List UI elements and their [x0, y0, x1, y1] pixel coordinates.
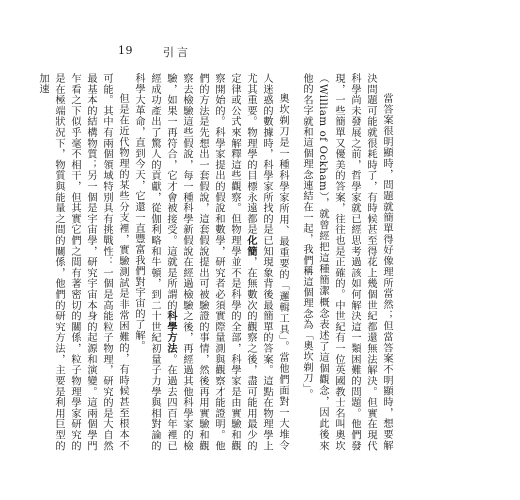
- paragraph-3: 但是在近代物理的某些分支裡，實驗測試是非常困難的，有時候甚至根本不可能。其中有兩個領域特別具有挑戰性：一個是高能粒子物理，研究的是大自然最基本的結構物質；另一個是宇宙學，研究宇宙本身的起源和演變。這兩個學門乍看之下似乎毫不相干，但其實它們之間有著密切的關係，粒子物理學家研究的是在極端狀況下，物質與能量之間的關係，他們的研究方法，主要是利用巨型的加速: [37, 73, 128, 451]
- paragraph-1: 當答案很明顯時，問題就簡單得好像理所當然；但當答案不明顯時，想要解決問題可能就很耗時了，有時候甚至得花上幾個世紀都還無法解決。但實在現代科學尚未發展之前，哲學家就已經思考過該如何解決這一類困難的問題。他們發現，一些簡單又優美的答案，往往也是正確的。中世紀有一位英國教士名叫奧坎（William of Ockham），就曾經把這種簡潔概念表述了這個觀念，因此後來他的名字就和這個理念連結在一起，我們稱這個理念為「奧坎剃刀」。: [301, 73, 392, 451]
- term-simplify: 化簡: [245, 235, 256, 257]
- term-scientific-method: 科學方法: [165, 310, 176, 354]
- paragraph-2-text-a: 奧坎剃刀是一種科學家所用、最重要的「邏輯工具」。當他們面對一大堆令人迷惑的數據時，科學家所找的是已知現象背後最簡單的答案。這點在物理學上尤其重要。物理學的目標永遠都是: [245, 73, 288, 451]
- running-header: 引言: [163, 46, 191, 59]
- page-number: 19: [118, 44, 133, 57]
- paragraph-2: [130, 73, 290, 451]
- paragraph-2-text-b: ，在無數次的觀察之後，盡可能用最少的定律或公式來解釋這些觀察。但物理學並不是科學的全部，科學家是由實驗和觀察開始的。科學家提出的假說和數學，研究者必須實際量測與觀察才能證明。他們的方法是先想出一套假說，這套假說提出可被驗證的事情，然後再用實驗和觀察去檢驗這些假說，每一種科學新假說在經過檢驗之後，再經過其他科學家的檢驗，如果一再符合，它才會被接受。這就是所謂的: [165, 73, 256, 451]
- paragraph-2-text-c: 。在過去四百年裡已經成功產出了驚人的貢獻，從伽利略和牛頓，到二十世紀初量子力學與相對論的科學大革命，直到今天，它還一直豐富我們對宇宙的了解。: [133, 73, 176, 451]
- body-text: [37, 73, 402, 451]
